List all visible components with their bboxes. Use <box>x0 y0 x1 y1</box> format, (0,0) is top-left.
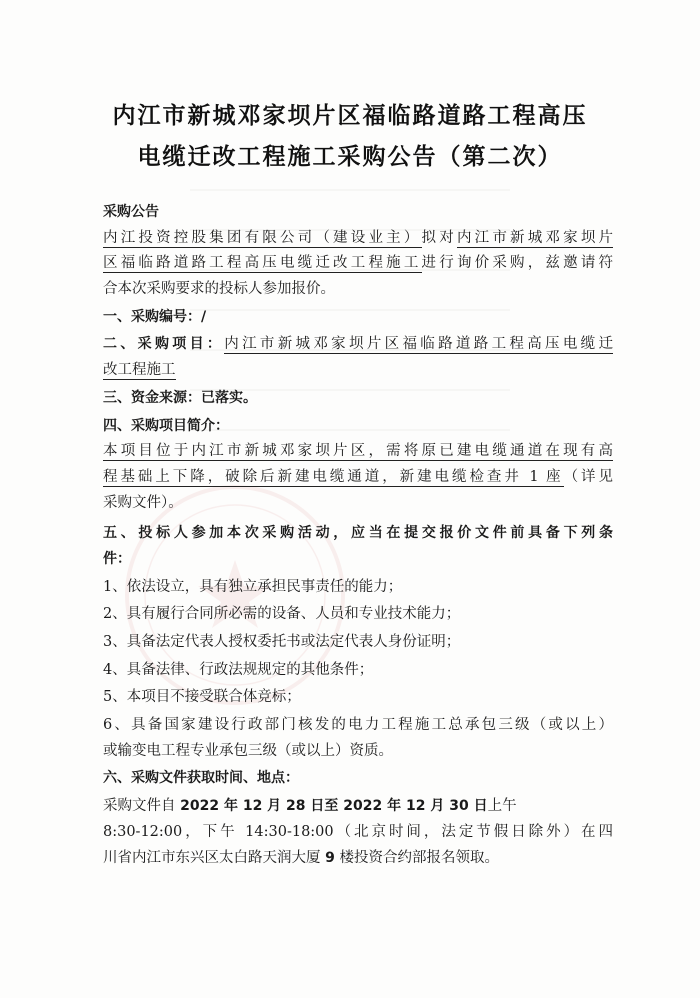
section-4-text-2: 程基础上下降，破除后新建电缆通道，新建电缆检查井 1 座 <box>103 468 564 485</box>
section-2-value-b: 改工程施工 <box>103 362 176 379</box>
section-6-text-3b: 楼投资合约部报名领取。 <box>334 849 499 866</box>
requirement-6-cont: 或输变电工程专业承包三级（或以上）资质。 <box>103 742 393 759</box>
section-4-line-2 <box>103 465 613 491</box>
section-2-line-2 <box>103 358 613 384</box>
section-4-text-1: 本项目位于内江市新城邓家坝片区，需将原已建电缆通道在现有高 <box>103 443 613 460</box>
requirement-4: 4、具备法律、行政法规规定的其他条件； <box>103 661 374 678</box>
page-title-line-1: 内江市新城邓家坝片区福临路道路工程高压 <box>112 103 588 129</box>
section-5-label-a: 五、投标人参加本次采购活动，应当在提交报价文件前具备下列条 <box>103 525 613 542</box>
section-4-line-3: 采购文件）。 <box>103 494 183 511</box>
intro-text-2: 进行询价采购，兹邀请符 <box>421 255 613 272</box>
project-name-part-b: 区福临路道路工程高压电缆迁改工程施工 <box>103 255 422 272</box>
section-2-line-1 <box>103 332 613 358</box>
intro-line-1 <box>103 226 613 252</box>
requirement-1: 1、依法设立，具有独立承担民事责任的能力； <box>103 578 403 595</box>
section-4-line-1 <box>103 439 613 465</box>
section-1 <box>103 305 613 331</box>
section-4-label: 四、采购项目简介： <box>103 417 229 434</box>
section-6-text-1b: 上午 <box>487 798 517 815</box>
requirement-5: 5、本项目不接受联合体竞标； <box>103 689 301 706</box>
section-6-text-1a: 采购文件自 <box>103 798 181 815</box>
section-6-label: 六、采购文件获取时间、地点： <box>103 770 299 787</box>
section-3: 三、资金来源：已落实。 <box>103 389 257 406</box>
section-6-line-2: 8:30-12:00，下午 14:30-18:00（北京时间，法定节假日除外）在四 <box>103 823 613 840</box>
intro-line-2 <box>103 251 613 277</box>
procurement-number: / <box>201 308 207 325</box>
section-6-text-3a: 川省内江市东兴区太白路天润大厦 <box>103 849 326 866</box>
heading: 采购公告 <box>103 204 159 220</box>
document-body <box>103 200 613 871</box>
section-6-line-3 <box>103 846 613 872</box>
section-2-value-a: 内江市新城邓家坝片区福临路道路工程高压电缆迁 <box>224 336 613 353</box>
requirement-2: 2、具有履行合同所必需的设备、人员和专业技术能力； <box>103 606 461 623</box>
requirement-6: 6、具备国家建设行政部门核发的电力工程施工总承包三级（或以上） <box>103 717 613 734</box>
section-2-label: 二、采购项目： <box>103 336 225 353</box>
section-6-line-1 <box>103 794 613 820</box>
floor-number: 9 <box>325 849 335 866</box>
project-name-part-a: 内江市新城邓家坝片 <box>456 229 613 246</box>
buyer-name: 内江投资控股集团有限公司（建设业主） <box>103 229 422 246</box>
intro-line-3: 合本次采购要求的投标人参加报价。 <box>103 281 335 298</box>
requirement-3: 3、具备法定代表人授权委托书或法定代表人身份证明； <box>103 634 461 650</box>
section-1-label: 一、采购编号： <box>103 308 201 325</box>
date-range: 2022 年 12 月 28 日至 2022 年 12 月 30 日 <box>180 798 488 815</box>
intro-text-1: 拟对 <box>421 229 457 246</box>
page-title-line-2: 电缆迁改工程施工采购公告（第二次） <box>137 144 563 170</box>
section-4-text-2b: （详见 <box>563 468 613 485</box>
section-5-label-b: 件： <box>103 550 131 567</box>
